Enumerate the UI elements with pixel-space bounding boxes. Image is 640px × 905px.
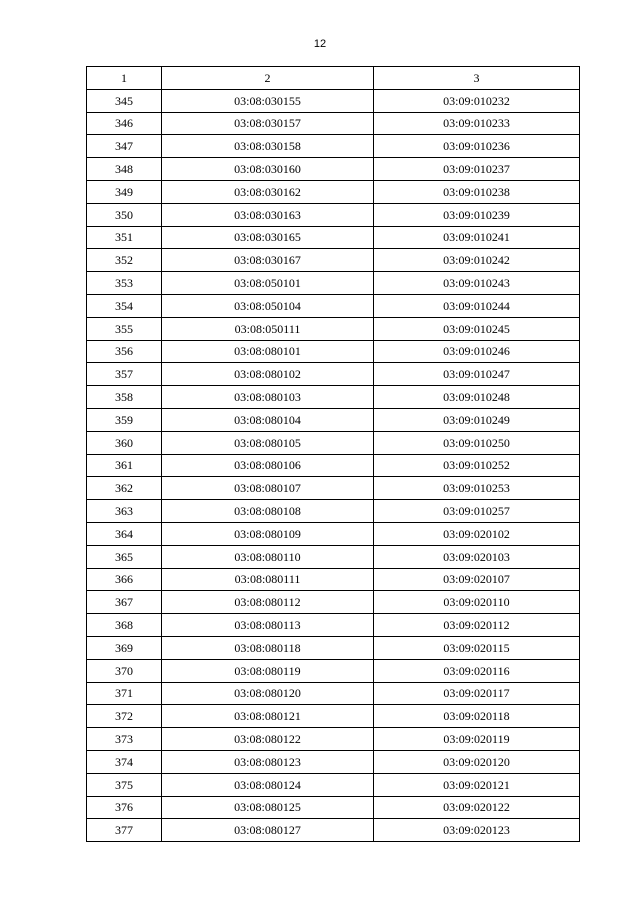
code-cell-col3: 03:09:010238 [374,180,580,203]
row-number-cell: 351 [87,226,162,249]
row-number-cell: 373 [87,728,162,751]
code-cell-col2: 03:08:080125 [162,796,374,819]
row-number-cell: 353 [87,272,162,295]
row-number-cell: 370 [87,659,162,682]
code-cell-col2: 03:08:050111 [162,317,374,340]
code-cell-col2: 03:08:080118 [162,636,374,659]
column-header: 3 [374,67,580,90]
table-row [87,819,580,842]
table-row [87,705,580,728]
code-cell-col2: 03:08:030162 [162,180,374,203]
code-cell-col2: 03:08:080119 [162,659,374,682]
column-header: 1 [87,67,162,90]
code-cell-col3: 03:09:020110 [374,591,580,614]
code-cell-col2: 03:08:050101 [162,272,374,295]
row-number-cell: 369 [87,636,162,659]
table-row [87,226,580,249]
table-row [87,180,580,203]
code-cell-col2: 03:08:080105 [162,431,374,454]
code-cell-col3: 03:09:010233 [374,112,580,135]
table-header [87,67,580,90]
row-number-cell: 365 [87,545,162,568]
row-number-cell: 354 [87,294,162,317]
table-row [87,203,580,226]
row-number-cell: 372 [87,705,162,728]
code-cell-col3: 03:09:020120 [374,750,580,773]
code-cell-col3: 03:09:010252 [374,454,580,477]
code-cell-col3: 03:09:020119 [374,728,580,751]
row-number-cell: 361 [87,454,162,477]
table-row [87,89,580,112]
row-number-cell: 368 [87,614,162,637]
table-row [87,294,580,317]
code-cell-col3: 03:09:010244 [374,294,580,317]
code-cell-col2: 03:08:030160 [162,158,374,181]
code-cell-col2: 03:08:080111 [162,568,374,591]
code-cell-col2: 03:08:080108 [162,500,374,523]
code-cell-col3: 03:09:020116 [374,659,580,682]
row-number-cell: 350 [87,203,162,226]
table-row [87,158,580,181]
table-row [87,477,580,500]
page-number: 12 [313,38,327,50]
table-row [87,272,580,295]
table-row [87,659,580,682]
header-row [87,67,580,90]
code-cell-col2: 03:08:080107 [162,477,374,500]
code-cell-col2: 03:08:080122 [162,728,374,751]
code-cell-col3: 03:09:020118 [374,705,580,728]
row-number-cell: 377 [87,819,162,842]
row-number-cell: 367 [87,591,162,614]
table-row [87,340,580,363]
row-number-cell: 355 [87,317,162,340]
code-cell-col2: 03:08:080124 [162,773,374,796]
code-cell-col2: 03:08:080120 [162,682,374,705]
code-cell-col2: 03:08:030163 [162,203,374,226]
table-body [87,89,580,841]
code-cell-col3: 03:09:020117 [374,682,580,705]
code-cell-col3: 03:09:020107 [374,568,580,591]
table-row [87,522,580,545]
code-cell-col3: 03:09:020122 [374,796,580,819]
row-number-cell: 360 [87,431,162,454]
table-row [87,636,580,659]
code-cell-col3: 03:09:010245 [374,317,580,340]
column-header: 2 [162,67,374,90]
table-row [87,568,580,591]
row-number-cell: 362 [87,477,162,500]
code-cell-col3: 03:09:010253 [374,477,580,500]
code-cell-col3: 03:09:010249 [374,408,580,431]
code-cell-col3: 03:09:010248 [374,386,580,409]
code-cell-col3: 03:09:010247 [374,363,580,386]
code-cell-col2: 03:08:080104 [162,408,374,431]
row-number-cell: 363 [87,500,162,523]
table-row [87,317,580,340]
table-row [87,750,580,773]
table-row [87,386,580,409]
table-row [87,500,580,523]
code-cell-col2: 03:08:030157 [162,112,374,135]
table-row [87,728,580,751]
row-number-cell: 357 [87,363,162,386]
code-cell-col2: 03:08:080112 [162,591,374,614]
row-number-cell: 359 [87,408,162,431]
code-cell-col3: 03:09:010237 [374,158,580,181]
row-number-cell: 358 [87,386,162,409]
code-cell-col3: 03:09:010243 [374,272,580,295]
row-number-cell: 376 [87,796,162,819]
code-cell-col2: 03:08:030155 [162,89,374,112]
code-cell-col3: 03:09:020103 [374,545,580,568]
table-row [87,796,580,819]
code-cell-col3: 03:09:010232 [374,89,580,112]
row-number-cell: 348 [87,158,162,181]
row-number-cell: 366 [87,568,162,591]
code-cell-col3: 03:09:010241 [374,226,580,249]
row-number-cell: 345 [87,89,162,112]
table-row [87,363,580,386]
table-row [87,135,580,158]
table-row [87,545,580,568]
table-row [87,249,580,272]
code-cell-col2: 03:08:080101 [162,340,374,363]
code-cell-col3: 03:09:010242 [374,249,580,272]
row-number-cell: 347 [87,135,162,158]
row-number-cell: 349 [87,180,162,203]
code-cell-col2: 03:08:080127 [162,819,374,842]
code-cell-col2: 03:08:030167 [162,249,374,272]
row-number-cell: 352 [87,249,162,272]
code-cell-col3: 03:09:020115 [374,636,580,659]
row-number-cell: 364 [87,522,162,545]
table-row [87,408,580,431]
code-cell-col2: 03:08:050104 [162,294,374,317]
code-cell-col2: 03:08:080109 [162,522,374,545]
row-number-cell: 371 [87,682,162,705]
table-row [87,431,580,454]
table-row [87,682,580,705]
row-number-cell: 374 [87,750,162,773]
code-cell-col2: 03:08:080110 [162,545,374,568]
table-row [87,454,580,477]
code-cell-col2: 03:08:030165 [162,226,374,249]
table-row [87,773,580,796]
code-cell-col3: 03:09:020121 [374,773,580,796]
code-cell-col3: 03:09:010239 [374,203,580,226]
code-cell-col3: 03:09:020112 [374,614,580,637]
code-cell-col2: 03:08:080123 [162,750,374,773]
table-row [87,614,580,637]
table-row [87,112,580,135]
code-cell-col2: 03:08:030158 [162,135,374,158]
data-table [86,66,580,842]
code-cell-col2: 03:08:080113 [162,614,374,637]
code-cell-col2: 03:08:080102 [162,363,374,386]
code-cell-col2: 03:08:080106 [162,454,374,477]
code-cell-col3: 03:09:010236 [374,135,580,158]
row-number-cell: 356 [87,340,162,363]
code-cell-col3: 03:09:020123 [374,819,580,842]
code-cell-col2: 03:08:080103 [162,386,374,409]
row-number-cell: 346 [87,112,162,135]
code-cell-col3: 03:09:020102 [374,522,580,545]
code-cell-col3: 03:09:010250 [374,431,580,454]
table-row [87,591,580,614]
code-cell-col3: 03:09:010246 [374,340,580,363]
code-cell-col2: 03:08:080121 [162,705,374,728]
row-number-cell: 375 [87,773,162,796]
code-cell-col3: 03:09:010257 [374,500,580,523]
